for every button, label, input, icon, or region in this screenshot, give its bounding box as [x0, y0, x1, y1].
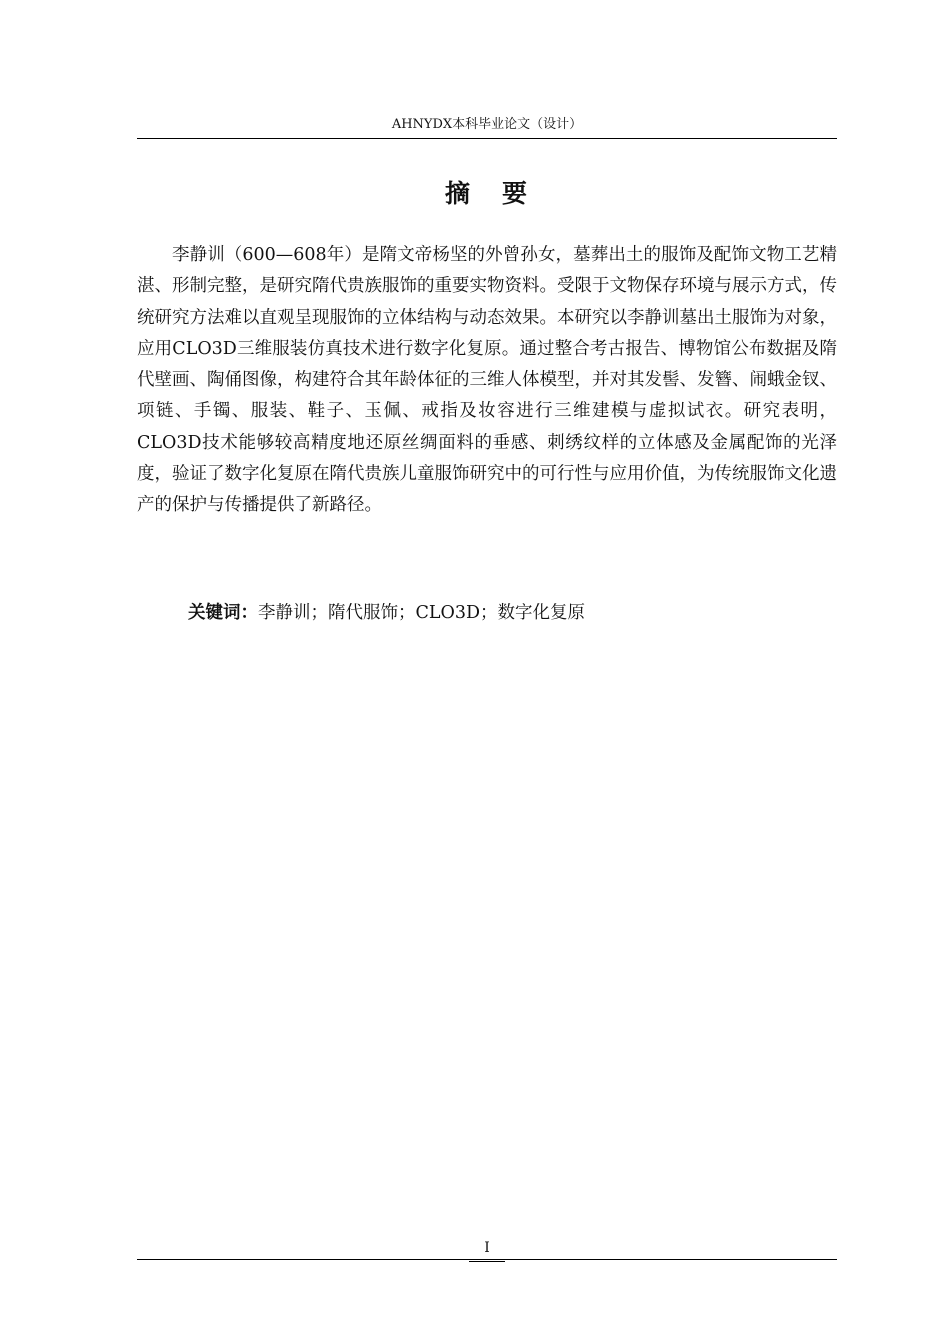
header-divider — [137, 138, 837, 139]
keywords-values: 李静训；隋代服饰；CLO3D；数字化复原 — [258, 603, 586, 623]
keywords-line — [188, 599, 585, 627]
page-number-underline — [469, 1261, 505, 1262]
footer-divider — [137, 1259, 837, 1260]
page-number: I — [484, 1240, 490, 1256]
abstract-paragraph: 李静训（600—608年）是隋文帝杨坚的外曾孙女，墓葬出土的服饰及配饰文物工艺精湛、形制完整，是研究隋代贵族服饰的重要实物资料。受限于文物保存环境与展示方式，传统研究方法难以直观呈现服饰的立体结构与动态效果。本研究以李静训墓出土服饰为对象，应用CLO3D三维服装仿真技术进行数字化复原。通过整合考古报告、博物馆公布数据及隋代壁画、陶俑图像，构建符合其年龄体征的三维人体模型，并对其发髻、发簪、闹蛾金钗、项链、手镯、服装、鞋子、玉佩、戒指及妆容进行三维建模与虚拟试衣。研究表明，CLO3D技术能够较高精度地还原丝绸面料的垂感、刺绣纹样的立体感及金属配饰的光泽度，验证了数字化复原在隋代贵族儿童服饰研究中的可行性与应用价值，为传统服饰文化遗产的保护与传播提供了新路径。 — [137, 245, 837, 516]
keywords-label: 关键词： — [188, 603, 258, 623]
abstract-title-char-1: 摘 — [444, 179, 472, 208]
running-header: AHNYDX本科毕业论文（设计） — [391, 117, 583, 132]
abstract-title — [137, 178, 837, 210]
abstract-title-char-2: 要 — [502, 179, 530, 208]
